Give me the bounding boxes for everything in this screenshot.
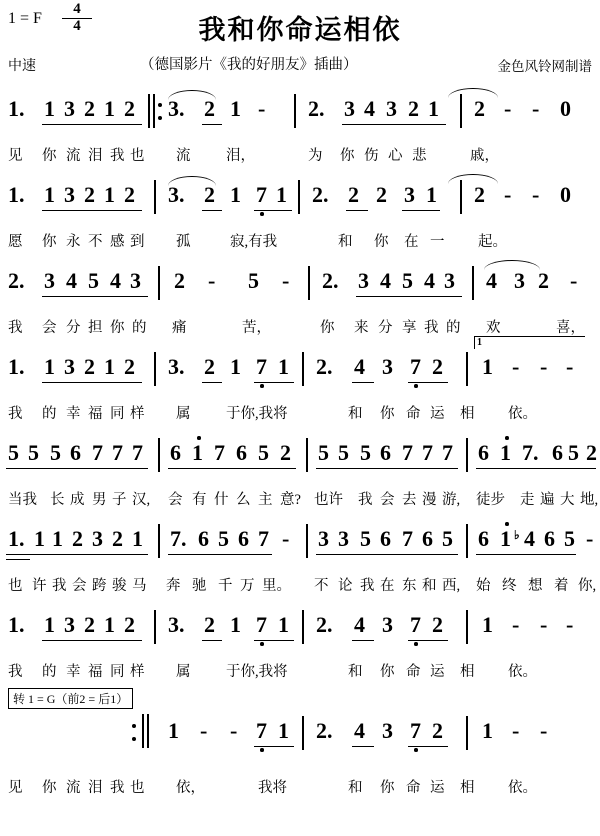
lyric-row-5: 当我 长 成 男 子 汉, 会 有 什 么 主 意? 也许 我 会 去 漫 游, 徒步 走 遍 大 地, — [8, 492, 599, 508]
note: 6 — [552, 440, 563, 465]
note: 1 — [230, 96, 241, 121]
note: 5 — [258, 440, 269, 465]
note: 1 — [500, 526, 511, 551]
note: 2. — [312, 182, 329, 207]
publisher-credit: 金色风铃网制谱 — [497, 59, 592, 74]
note: 2. — [8, 268, 25, 293]
note: 7 — [132, 440, 143, 465]
note: - — [230, 718, 238, 743]
note: 2 — [432, 612, 443, 637]
note: 3. — [168, 354, 185, 379]
note: 4 — [354, 718, 365, 743]
time-signature-numerator: 4 — [62, 2, 92, 19]
note: 2 — [124, 96, 135, 121]
note: 3 — [382, 718, 393, 743]
note: 1 — [168, 718, 179, 743]
note: - — [540, 354, 548, 379]
music-system-6 — [8, 522, 597, 608]
note: 2 — [538, 268, 549, 293]
note: 4 — [66, 268, 77, 293]
note: 2. — [322, 268, 339, 293]
time-signature-denominator: 4 — [73, 17, 81, 34]
note-row-2 — [8, 178, 592, 224]
note: 5 — [318, 440, 329, 465]
note: 3 — [344, 96, 355, 121]
note: 5 — [218, 526, 229, 551]
note: 2 — [348, 182, 359, 207]
note: 3 — [318, 526, 329, 551]
note: 3. — [168, 612, 185, 637]
note: 5 — [338, 440, 349, 465]
note: 6 — [478, 440, 489, 465]
note: 6 — [380, 440, 391, 465]
note: 3 — [444, 268, 455, 293]
note: 7 — [112, 440, 123, 465]
key-change-marking: 转 1 = G（前2 = 后1） — [8, 688, 133, 709]
tempo-marking: 中速 — [8, 59, 36, 74]
note: - — [208, 268, 216, 293]
note: 1 — [44, 354, 55, 379]
note: - — [570, 268, 578, 293]
note: 1 — [276, 182, 287, 207]
note: 1 — [44, 612, 55, 637]
note: 1 — [104, 96, 115, 121]
note: 4 — [364, 96, 375, 121]
time-signature — [62, 2, 92, 35]
note: 1 — [278, 718, 289, 743]
note: 2 — [84, 612, 95, 637]
note: 3 — [64, 96, 75, 121]
note: 5 — [8, 440, 19, 465]
note: 7 — [402, 526, 413, 551]
note: 2 — [474, 182, 485, 207]
first-ending-label: 1 — [477, 337, 482, 348]
note: 2 — [432, 718, 443, 743]
note: 1 — [482, 612, 493, 637]
note: 7 — [402, 440, 413, 465]
note: 3 — [92, 526, 103, 551]
note-row-5 — [8, 436, 597, 482]
note: 1 — [482, 354, 493, 379]
note: 0 — [560, 182, 571, 207]
note: 1 — [192, 440, 203, 465]
note: 1 — [230, 612, 241, 637]
note: 5 — [442, 526, 453, 551]
note: 6 — [380, 526, 391, 551]
note: 2 — [124, 354, 135, 379]
note: 7 — [214, 440, 225, 465]
note: - — [504, 96, 512, 121]
note: 3 — [64, 354, 75, 379]
note: 5 — [564, 526, 575, 551]
note: 7. — [170, 526, 187, 551]
note: 2 — [280, 440, 291, 465]
note: - — [512, 612, 520, 637]
note: 1 — [278, 354, 289, 379]
note: 2. — [316, 612, 333, 637]
note: 7 — [422, 440, 433, 465]
note: 3 — [382, 354, 393, 379]
note: 2 — [174, 268, 185, 293]
note: 7 — [410, 612, 421, 637]
note: 1 — [230, 182, 241, 207]
note: 1 — [278, 612, 289, 637]
note: 6 — [198, 526, 209, 551]
music-system-5 — [8, 436, 599, 522]
note: 3 — [44, 268, 55, 293]
note: - — [282, 526, 290, 551]
note-row-7 — [8, 608, 592, 654]
note: 7 — [258, 526, 269, 551]
note: - — [540, 718, 548, 743]
note: 7 — [92, 440, 103, 465]
note: - — [540, 612, 548, 637]
note: - — [200, 718, 208, 743]
note: 2 — [204, 354, 215, 379]
note: 3 — [358, 268, 369, 293]
note: 2. — [316, 718, 333, 743]
note-row-1 — [8, 92, 592, 138]
note: 5 — [402, 268, 413, 293]
note: 1. — [8, 182, 25, 207]
note: 4 — [424, 268, 435, 293]
note: 1 — [34, 526, 45, 551]
music-system-4 — [8, 337, 592, 436]
note: 1 — [44, 96, 55, 121]
note: 4 — [110, 268, 121, 293]
note: 1 — [426, 182, 437, 207]
note: - — [566, 354, 574, 379]
note: - — [586, 526, 594, 551]
lyric-row-3: 我 会 分 担 你 的 痛 苦， 你 来 分 享 我 的 欢 喜， — [8, 320, 585, 336]
note: 7 — [442, 440, 453, 465]
note: 4 — [524, 526, 535, 551]
note: 2 — [84, 182, 95, 207]
note: 1 — [132, 526, 143, 551]
note: 6 — [478, 526, 489, 551]
note: - — [504, 182, 512, 207]
music-system-7 — [8, 608, 592, 694]
note: 2. — [308, 96, 325, 121]
note: 5 — [568, 440, 579, 465]
note: 5 — [28, 440, 39, 465]
lyric-row-4: 我 的 幸 福 同 样 属 于你,我将 和 你 命 运 相 依。 — [8, 406, 537, 422]
lyric-row-8: 见 你 流 泪 我 也 依， 我将 和 你 命 运 相 依。 — [8, 780, 537, 796]
first-ending-bracket — [474, 336, 585, 349]
note: 2 — [112, 526, 123, 551]
note: 6 — [544, 526, 555, 551]
note: 6 — [422, 526, 433, 551]
music-system-2 — [8, 178, 592, 264]
note: 7 — [410, 718, 421, 743]
note: 2 — [474, 96, 485, 121]
note: - — [512, 718, 520, 743]
note: 1 — [104, 182, 115, 207]
lyric-row-7: 我 的 幸 福 同 样 属 于你,我将 和 你 命 运 相 依。 — [8, 664, 537, 680]
note: 3 — [130, 268, 141, 293]
note: 4 — [380, 268, 391, 293]
note: 6 — [238, 526, 249, 551]
note: - — [258, 96, 266, 121]
note: 3 — [386, 96, 397, 121]
note: 2 — [124, 182, 135, 207]
note: 5 — [248, 268, 259, 293]
note: 5 — [88, 268, 99, 293]
note-row-3 — [8, 264, 592, 310]
note: 1 — [104, 612, 115, 637]
note: 2 — [408, 96, 419, 121]
note: 1 — [104, 354, 115, 379]
lyric-row-6: 也 许 我 会 跨 骏 马 奔 驰 千 万 里。 不 论 我 在 东 和 西, 始 终 想 着 你, — [8, 578, 597, 594]
source-credit: （德国影片《我的好朋友》插曲） — [140, 57, 358, 73]
note: 7 — [256, 182, 267, 207]
note: 1 — [52, 526, 63, 551]
sheet-subheader — [0, 53, 600, 79]
note: 7 — [256, 718, 267, 743]
note: 5 — [360, 440, 371, 465]
note: 3. — [168, 96, 185, 121]
note: 6 — [170, 440, 181, 465]
sheet-header — [0, 0, 600, 92]
note: - — [532, 96, 540, 121]
note: 2 — [204, 182, 215, 207]
note: 3 — [64, 612, 75, 637]
note: 1. — [8, 96, 25, 121]
note: 1 — [428, 96, 439, 121]
music-system-1 — [8, 92, 592, 178]
page-title: 我和你命运相依 — [198, 15, 402, 46]
note: 7 — [410, 354, 421, 379]
note: 1. — [8, 354, 25, 379]
key-signature: 1 = F — [8, 10, 42, 27]
note: 5 — [360, 526, 371, 551]
note: 2 — [586, 440, 597, 465]
note: 1 — [44, 182, 55, 207]
note: - — [532, 182, 540, 207]
note: 2. — [316, 354, 333, 379]
note: 7 — [256, 612, 267, 637]
note: 4 — [354, 612, 365, 637]
note: 4 — [354, 354, 365, 379]
lyric-row-2: 愿 你 永 不 感 到 孤 寂,有我 和 你 在 一 起。 — [8, 234, 507, 250]
note: - — [512, 354, 520, 379]
note: 2 — [204, 96, 215, 121]
lyric-row-1: 见 你 流 泪 我 也 流 泪， 为 你 伤 心 悲 戚， — [8, 148, 499, 164]
note: 3 — [514, 268, 525, 293]
note: 3 — [382, 612, 393, 637]
note: 3 — [338, 526, 349, 551]
note: 2 — [84, 96, 95, 121]
note: 1. — [8, 612, 25, 637]
note: 4 — [486, 268, 497, 293]
note: 6 — [236, 440, 247, 465]
note: 2 — [204, 612, 215, 637]
note: 3 — [64, 182, 75, 207]
note: 5 — [50, 440, 61, 465]
note-row-8 — [8, 694, 592, 760]
note: 7 — [256, 354, 267, 379]
note: 3 — [404, 182, 415, 207]
note-row-4 — [8, 337, 592, 396]
note: 1 — [482, 718, 493, 743]
note: - — [282, 268, 290, 293]
note: 2 — [376, 182, 387, 207]
note: 1 — [230, 354, 241, 379]
note: 7. — [522, 440, 539, 465]
note: 2 — [84, 354, 95, 379]
note: - — [566, 612, 574, 637]
note: 1. — [8, 526, 25, 551]
flat-accidental: ♭ — [514, 528, 520, 542]
note: 6 — [70, 440, 81, 465]
note: 2 — [432, 354, 443, 379]
note: 3. — [168, 182, 185, 207]
note: 2 — [124, 612, 135, 637]
music-system-8 — [8, 692, 592, 796]
note: 1 — [500, 440, 511, 465]
note: 0 — [560, 96, 571, 121]
note: 2 — [72, 526, 83, 551]
note-row-6 — [8, 522, 592, 568]
